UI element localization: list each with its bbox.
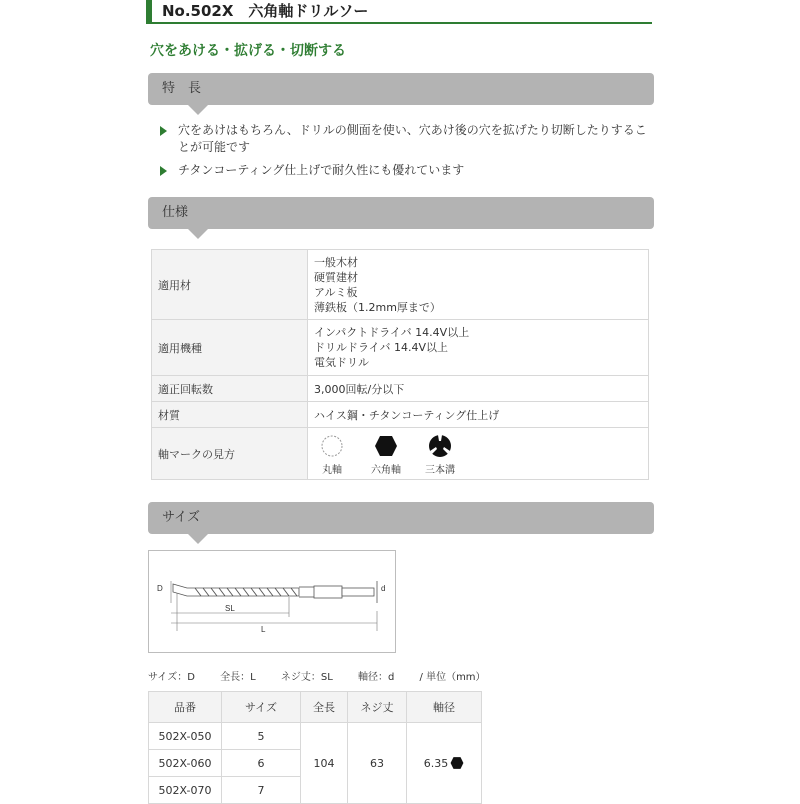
size-section-label: サイズ [162, 510, 200, 525]
column-header: サイズ [222, 692, 301, 723]
spec-value [308, 250, 649, 320]
bullet-triangle-icon [160, 126, 167, 136]
feature-item [160, 162, 650, 179]
legend-item: 軸径：d [357, 672, 395, 683]
screw-length-label: SL [225, 604, 235, 613]
feature-text: 穴をあけはもちろん、ドリルの側面を使い、穴あけ後の穴を拡げたり切断したりすることが可能です [178, 123, 647, 154]
size-table [148, 691, 482, 804]
size-cell: 7 [222, 777, 301, 804]
section-notch [188, 105, 208, 115]
spec-row [152, 402, 649, 428]
size-legend [148, 668, 508, 683]
spec-header: 適正回転数 [152, 376, 308, 402]
spec-line: 電気ドリル [314, 356, 369, 369]
spec-line: インパクトドライバ 14.4V以上 [314, 326, 470, 339]
spec-line: アルミ板 [314, 285, 358, 299]
three-groove-shaft-icon [428, 434, 452, 458]
total-length-label: L [261, 625, 266, 634]
shaft-diameter-label: d [381, 584, 386, 593]
part-number-cell: 502X-060 [149, 750, 222, 777]
shaft-mark-label: 三本溝 [425, 464, 455, 476]
column-header: 軸径 [407, 692, 482, 723]
feature-text: チタンコーティング仕上げで耐久性にも優れています [178, 163, 465, 177]
shaft-marks [314, 432, 642, 476]
spec-header: 軸マークの見方 [152, 428, 308, 480]
size-cell: 5 [222, 723, 301, 750]
spec-line: ドリルドライバ 14.4V以上 [314, 341, 448, 354]
page-subtitle: 穴をあける・拡げる・切断する [150, 43, 346, 59]
legend-item: ネジ丈：SL [280, 672, 333, 683]
shaft-diameter-value: 6.35 [423, 756, 449, 770]
spec-section-header [148, 197, 654, 229]
legend-item: 全長：L [220, 672, 256, 683]
spec-header: 材質 [152, 402, 308, 428]
drill-bit-drawing [149, 551, 395, 652]
shaft-mark [368, 434, 404, 476]
spec-table [151, 249, 649, 480]
column-header: ネジ丈 [348, 692, 407, 723]
shaft-mark-label: 六角軸 [371, 464, 401, 476]
spec-value [308, 428, 649, 480]
spec-row [152, 250, 649, 320]
length-cell: 104 [301, 723, 348, 804]
part-number-cell: 502X-070 [149, 777, 222, 804]
screw-length-cell: 63 [348, 723, 407, 804]
table-row [149, 723, 482, 750]
round-shaft-icon [320, 434, 344, 458]
shaft-mark [314, 434, 350, 476]
spec-line: 薄鉄板（1.2mm厚まで） [314, 300, 441, 314]
feature-item [160, 122, 650, 156]
drill-dimension-diagram [148, 550, 396, 653]
column-header: 全長 [301, 692, 348, 723]
spec-value [308, 320, 649, 376]
features-section-label: 特 長 [162, 81, 202, 96]
shaft-diameter-cell [407, 723, 482, 804]
spec-row [152, 376, 649, 402]
spec-value: 3,000回転/分以下 [308, 376, 649, 402]
shaft-mark [422, 434, 458, 476]
spec-line: 硬質建材 [314, 270, 358, 284]
part-number-cell: 502X-050 [149, 723, 222, 750]
spec-line: 一般木材 [314, 255, 358, 269]
spec-header: 適用機種 [152, 320, 308, 376]
features-section-header [148, 73, 654, 105]
size-section-header [148, 502, 654, 534]
size-table-header [149, 692, 482, 723]
shaft-mark-label: 丸軸 [322, 464, 342, 476]
spec-header: 適用材 [152, 250, 308, 320]
diameter-label: D [157, 584, 163, 593]
bullet-triangle-icon [160, 166, 167, 176]
section-notch [188, 229, 208, 239]
spec-row [152, 320, 649, 376]
spec-section-label: 仕様 [162, 205, 189, 220]
hex-shaft-icon [374, 434, 398, 458]
legend-item: サイズ：D [148, 672, 195, 683]
section-notch [188, 534, 208, 544]
spec-row [152, 428, 649, 480]
legend-item: / 単位（mm） [419, 672, 486, 683]
hex-shaft-icon [450, 756, 464, 770]
spec-value: ハイス鋼・チタンコーティング仕上げ [308, 402, 649, 428]
column-header: 品番 [149, 692, 222, 723]
page-title: No.502X 六角軸ドリルソー [146, 0, 652, 24]
size-cell: 6 [222, 750, 301, 777]
